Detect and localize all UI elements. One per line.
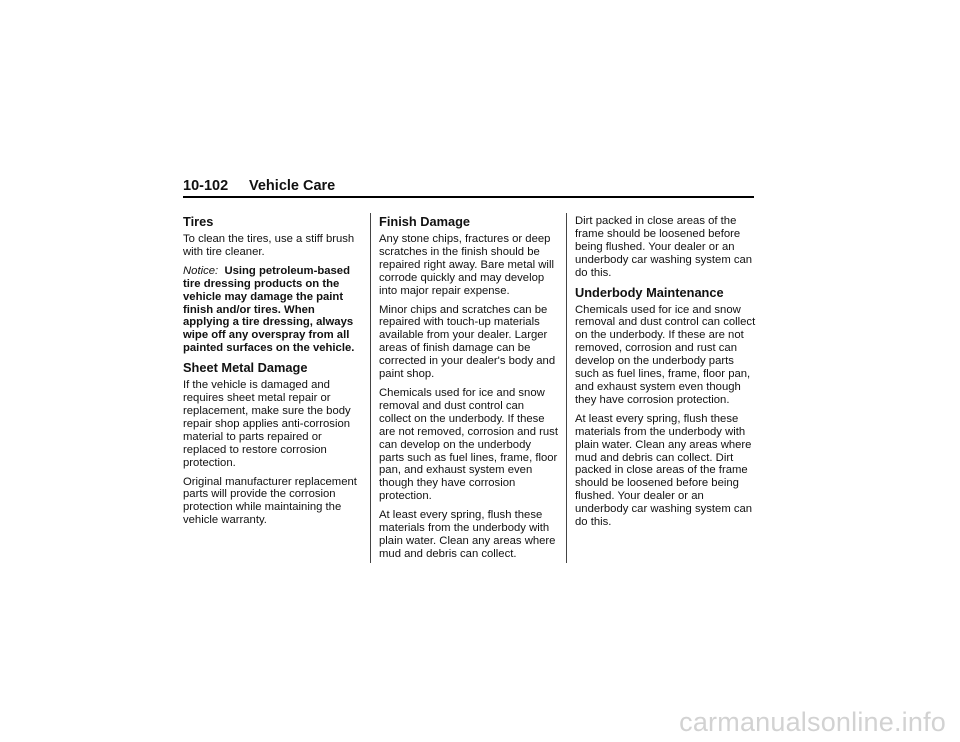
- column-divider-1: [370, 213, 371, 563]
- underbody-maintenance-heading: Underbody Maintenance: [575, 284, 724, 300]
- tires-notice: [183, 265, 363, 355]
- watermark: carmanualsonline.info: [679, 707, 946, 737]
- sheet-metal-paragraph-1: If the vehicle is damaged and requires sheet metal repair or replacement, make sure the body repair shop applies anti-corrosion material to parts repaired or replaced to restore corrosion protection.: [183, 379, 351, 469]
- finish-paragraph-4: At least every spring, flush these materials from the underbody with plain water. Clean any areas where mud and debris can collect.: [379, 509, 556, 560]
- sheet-metal-paragraph-2: Original manufacturer replacement parts will provide the corrosion protection while maintaining the vehicle warranty.: [183, 475, 357, 527]
- finish-damage-heading: Finish Damage: [379, 214, 471, 229]
- column-divider-2: [566, 213, 567, 563]
- underbody-paragraph-1: Chemicals used for ice and snow removal and dust control can collect on the underbody. If these are not removed, corrosion and rust can develop on the underbody parts such as fuel lines, frame, floor pan, and exhaust system even though they have corrosion protection.: [575, 303, 756, 406]
- notice-label: Notice:: [183, 264, 219, 277]
- page-header: [183, 176, 754, 198]
- tires-paragraph: To clean the tires, use a stiff brush with tire cleaner.: [183, 233, 355, 258]
- finish-paragraph-1: Any stone chips, fractures or deep scratches in the finish should be repaired right away. Bare metal will corrode quickly and may develop into major repair expense.: [379, 233, 554, 297]
- column-1: [183, 213, 363, 533]
- column-3: [575, 213, 757, 535]
- finish-paragraph-3: Chemicals used for ice and snow removal and dust control can collect on the underbody. If these are not removed, corrosion and rust can develop on the underbody parts such as fuel lines, frame, floor pan, and exhaust system even though they have corrosion protection.: [379, 386, 558, 503]
- finish-paragraph-2: Minor chips and scratches can be repaired with touch-up materials available from your dealer. Larger areas of finish damage can be corrected in your dealer's body and paint shop.: [379, 303, 556, 381]
- underbody-paragraph-2: At least every spring, flush these materials from the underbody with plain water. Clean any areas where mud and debris can collect. Dirt packed in close areas of the frame should be loosened before being flushed. Your dealer or an underbody car washing system can do this.: [575, 412, 753, 529]
- tires-heading: Tires: [183, 214, 214, 229]
- page-number: 10-102: [183, 178, 229, 194]
- section-title: Vehicle Care: [249, 178, 336, 194]
- column-2: [379, 213, 559, 567]
- dirt-paragraph: Dirt packed in close areas of the frame should be loosened before being flushed. Your dealer or an underbody car washing system can do this.: [575, 215, 753, 279]
- notice-text: Using petroleum-based tire dressing products on the vehicle may damage the paint finish and/or tires. When applying a tire dressing, always wipe off any overspray from all painted surfaces on the vehicle.: [183, 264, 355, 355]
- sheet-metal-heading: Sheet Metal Damage: [183, 360, 308, 376]
